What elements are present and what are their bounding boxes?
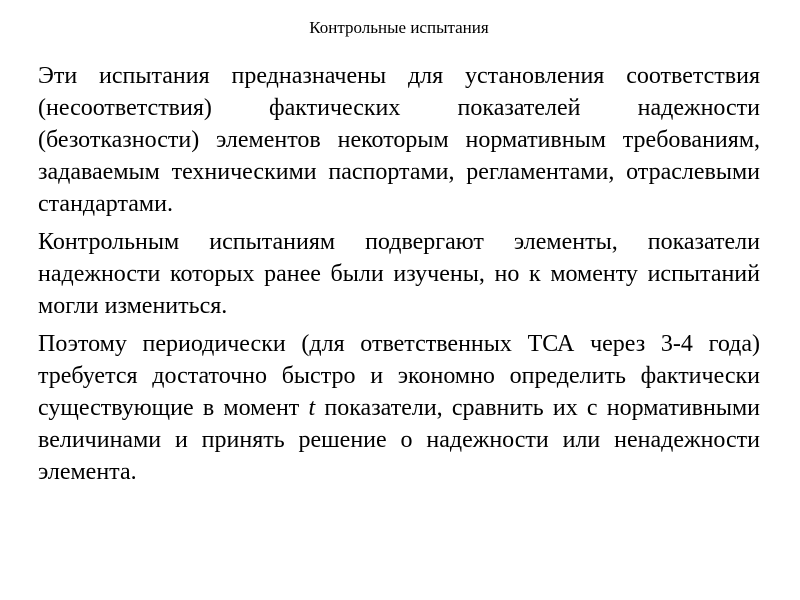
- paragraph-3-text-after: показатели, сравнить их с нормативными величинами и принять решение о надежности или ненадежности элемента.: [38, 395, 760, 485]
- time-variable: t: [308, 395, 316, 421]
- paragraph-3-text-before: Поэтому периодически (для ответственных ТСА через 3-4 года) требуется достаточно быстро и экономно определить фактически существующие в момент: [38, 331, 760, 421]
- paragraph-1: Эти испытания предназначены для установления соответствия (несоответствия) фактических показателей надежности (безотказности) элементов некоторым нормативным требованиям, задаваемым техническими паспортами, регламентами, отраслевыми стандартами.: [38, 63, 760, 217]
- paragraph-3: [38, 328, 760, 488]
- paragraph-2: Контрольным испытаниям подвергают элементы, показатели надежности которых ранее были изучены, но к моменту испытаний могли измениться.: [38, 229, 760, 319]
- document-title: Контрольные испытания: [309, 18, 489, 37]
